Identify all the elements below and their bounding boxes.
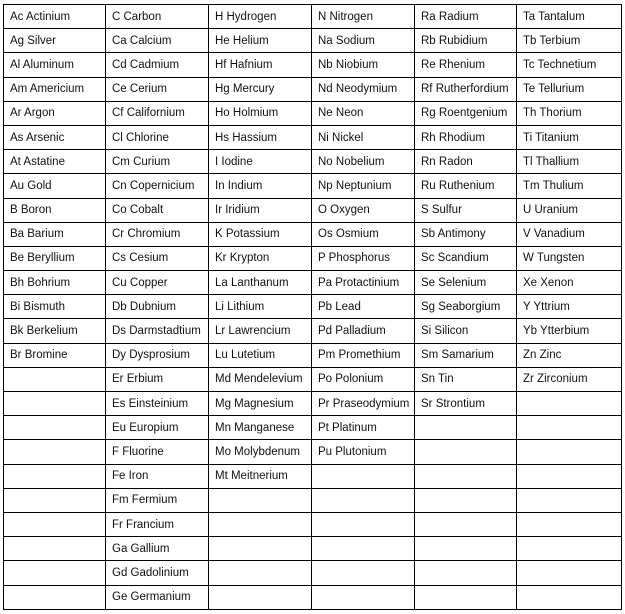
element-cell: Ne Neon: [312, 101, 415, 125]
element-cell: Yb Ytterbium: [517, 319, 622, 343]
element-cell: Cu Copper: [106, 271, 209, 295]
table-row: [4, 367, 622, 391]
element-cell: N Nitrogen: [312, 5, 415, 29]
table-row: [4, 537, 622, 561]
element-cell: Fe Iron: [106, 464, 209, 488]
element-cell: [312, 537, 415, 561]
element-cell: Se Selenium: [415, 271, 517, 295]
element-cell: Np Neptunium: [312, 174, 415, 198]
element-cell: [517, 392, 622, 416]
element-cell: B Boron: [4, 198, 106, 222]
element-cell: [4, 464, 106, 488]
table-row: [4, 488, 622, 512]
element-cell: [415, 585, 517, 609]
table-row: [4, 561, 622, 585]
element-cell: Tl Thallium: [517, 150, 622, 174]
element-cell: Hg Mercury: [209, 77, 312, 101]
element-cell: Cn Copernicium: [106, 174, 209, 198]
element-cell: [4, 367, 106, 391]
element-cell: Au Gold: [4, 174, 106, 198]
element-cell: Ce Cerium: [106, 77, 209, 101]
element-cell: [517, 416, 622, 440]
table-row: [4, 585, 622, 609]
element-cell: O Oxygen: [312, 198, 415, 222]
element-cell: S Sulfur: [415, 198, 517, 222]
element-cell: Nb Niobium: [312, 53, 415, 77]
element-cell: Tc Technetium: [517, 53, 622, 77]
table-row: [4, 53, 622, 77]
element-cell: As Arsenic: [4, 125, 106, 149]
table-row: [4, 271, 622, 295]
element-cell: Pu Plutonium: [312, 440, 415, 464]
element-cell: Lr Lawrencium: [209, 319, 312, 343]
table-row: [4, 343, 622, 367]
element-cell: Ga Gallium: [106, 537, 209, 561]
element-cell: [415, 488, 517, 512]
element-cell: [312, 561, 415, 585]
element-cell: Mn Manganese: [209, 416, 312, 440]
element-cell: Kr Krypton: [209, 246, 312, 270]
element-cell: Ni Nickel: [312, 125, 415, 149]
element-cell: [415, 464, 517, 488]
element-cell: No Nobelium: [312, 150, 415, 174]
element-cell: W Tungsten: [517, 246, 622, 270]
element-cell: Ar Argon: [4, 101, 106, 125]
element-cell: He Helium: [209, 29, 312, 53]
element-cell: [209, 512, 312, 536]
table-row: [4, 246, 622, 270]
element-cell: Rb Rubidium: [415, 29, 517, 53]
element-cell: Ir Iridium: [209, 198, 312, 222]
element-cell: F Fluorine: [106, 440, 209, 464]
element-cell: Os Osmium: [312, 222, 415, 246]
element-cell: Pm Promethium: [312, 343, 415, 367]
table-row: [4, 125, 622, 149]
element-cell: Al Aluminum: [4, 53, 106, 77]
element-cell: Sc Scandium: [415, 246, 517, 270]
element-cell: Sb Antimony: [415, 222, 517, 246]
element-cell: Zn Zinc: [517, 343, 622, 367]
element-cell: K Potassium: [209, 222, 312, 246]
element-cell: Am Americium: [4, 77, 106, 101]
element-cell: Ho Holmium: [209, 101, 312, 125]
element-cell: Be Beryllium: [4, 246, 106, 270]
element-cell: Na Sodium: [312, 29, 415, 53]
element-cell: Cd Cadmium: [106, 53, 209, 77]
element-cell: Mt Meitnerium: [209, 464, 312, 488]
element-cell: Pa Protactinium: [312, 271, 415, 295]
element-cell: Rn Radon: [415, 150, 517, 174]
element-cell: [415, 416, 517, 440]
element-cell: Ra Radium: [415, 5, 517, 29]
table-row: [4, 5, 622, 29]
element-cell: Cf Californium: [106, 101, 209, 125]
element-cell: Eu Europium: [106, 416, 209, 440]
element-cell: Rh Rhodium: [415, 125, 517, 149]
element-cell: Pd Palladium: [312, 319, 415, 343]
element-cell: Th Thorium: [517, 101, 622, 125]
element-cell: [209, 561, 312, 585]
element-cell: Fr Francium: [106, 512, 209, 536]
element-cell: Br Bromine: [4, 343, 106, 367]
element-cell: [4, 585, 106, 609]
element-cell: [4, 512, 106, 536]
element-cell: Rf Rutherfordium: [415, 77, 517, 101]
element-cell: Dy Dysprosium: [106, 343, 209, 367]
table-row: [4, 77, 622, 101]
element-cell: Hf Hafnium: [209, 53, 312, 77]
element-cell: [517, 464, 622, 488]
element-cell: Db Dubnium: [106, 295, 209, 319]
element-cell: Zr Zirconium: [517, 367, 622, 391]
element-cell: P Phosphorus: [312, 246, 415, 270]
table-row: [4, 174, 622, 198]
element-cell: Er Erbium: [106, 367, 209, 391]
element-cell: [4, 440, 106, 464]
elements-table-body: [4, 5, 622, 610]
element-cell: At Astatine: [4, 150, 106, 174]
table-row: [4, 29, 622, 53]
element-cell: Ti Titanium: [517, 125, 622, 149]
element-cell: Co Cobalt: [106, 198, 209, 222]
element-cell: Ru Ruthenium: [415, 174, 517, 198]
element-cell: [517, 512, 622, 536]
element-cell: La Lanthanum: [209, 271, 312, 295]
element-cell: Hs Hassium: [209, 125, 312, 149]
element-cell: Re Rhenium: [415, 53, 517, 77]
table-row: [4, 198, 622, 222]
element-cell: I Iodine: [209, 150, 312, 174]
element-cell: [312, 488, 415, 512]
element-cell: Pt Platinum: [312, 416, 415, 440]
table-row: [4, 416, 622, 440]
element-cell: [517, 488, 622, 512]
element-cell: [209, 585, 312, 609]
element-cell: Sr Strontium: [415, 392, 517, 416]
element-cell: [415, 512, 517, 536]
element-cell: Mo Molybdenum: [209, 440, 312, 464]
element-cell: [312, 585, 415, 609]
element-cell: [312, 512, 415, 536]
element-cell: Fm Fermium: [106, 488, 209, 512]
element-cell: [4, 537, 106, 561]
element-cell: [517, 440, 622, 464]
element-cell: Pb Lead: [312, 295, 415, 319]
element-cell: Md Mendelevium: [209, 367, 312, 391]
element-cell: Te Tellurium: [517, 77, 622, 101]
element-cell: Lu Lutetium: [209, 343, 312, 367]
element-cell: Bi Bismuth: [4, 295, 106, 319]
element-cell: Es Einsteinium: [106, 392, 209, 416]
element-cell: V Vanadium: [517, 222, 622, 246]
element-cell: [415, 440, 517, 464]
element-cell: [517, 561, 622, 585]
element-cell: Ge Germanium: [106, 585, 209, 609]
table-row: [4, 392, 622, 416]
table-row: [4, 295, 622, 319]
element-cell: Li Lithium: [209, 295, 312, 319]
element-cell: [209, 537, 312, 561]
element-cell: Ba Barium: [4, 222, 106, 246]
element-cell: [415, 561, 517, 585]
element-cell: Ds Darmstadtium: [106, 319, 209, 343]
element-cell: Cl Chlorine: [106, 125, 209, 149]
element-cell: [517, 537, 622, 561]
element-cell: Xe Xenon: [517, 271, 622, 295]
element-cell: Si Silicon: [415, 319, 517, 343]
element-cell: [4, 416, 106, 440]
element-cell: Ac Actinium: [4, 5, 106, 29]
element-cell: [517, 585, 622, 609]
element-cell: Ta Tantalum: [517, 5, 622, 29]
element-cell: Tm Thulium: [517, 174, 622, 198]
table-row: [4, 440, 622, 464]
element-cell: Po Polonium: [312, 367, 415, 391]
element-cell: Cm Curium: [106, 150, 209, 174]
table-row: [4, 222, 622, 246]
element-cell: Ag Silver: [4, 29, 106, 53]
table-row: [4, 512, 622, 536]
element-cell: Gd Gadolinium: [106, 561, 209, 585]
element-cell: [209, 488, 312, 512]
element-cell: In Indium: [209, 174, 312, 198]
element-cell: Tb Terbium: [517, 29, 622, 53]
element-cell: U Uranium: [517, 198, 622, 222]
element-cell: C Carbon: [106, 5, 209, 29]
element-cell: Ca Calcium: [106, 29, 209, 53]
element-cell: [312, 464, 415, 488]
table-row: [4, 319, 622, 343]
elements-table: [3, 4, 622, 610]
element-cell: Bh Bohrium: [4, 271, 106, 295]
element-cell: [4, 488, 106, 512]
element-cell: Y Yttrium: [517, 295, 622, 319]
element-cell: Nd Neodymium: [312, 77, 415, 101]
element-cell: Sg Seaborgium: [415, 295, 517, 319]
element-cell: [4, 561, 106, 585]
element-cell: H Hydrogen: [209, 5, 312, 29]
table-row: [4, 464, 622, 488]
element-cell: Rg Roentgenium: [415, 101, 517, 125]
element-cell: [4, 392, 106, 416]
element-cell: Cr Chromium: [106, 222, 209, 246]
element-cell: [415, 537, 517, 561]
element-cell: Mg Magnesium: [209, 392, 312, 416]
element-cell: Sm Samarium: [415, 343, 517, 367]
element-cell: Cs Cesium: [106, 246, 209, 270]
element-cell: Pr Praseodymium: [312, 392, 415, 416]
element-cell: Bk Berkelium: [4, 319, 106, 343]
table-row: [4, 150, 622, 174]
element-cell: Sn Tin: [415, 367, 517, 391]
table-row: [4, 101, 622, 125]
